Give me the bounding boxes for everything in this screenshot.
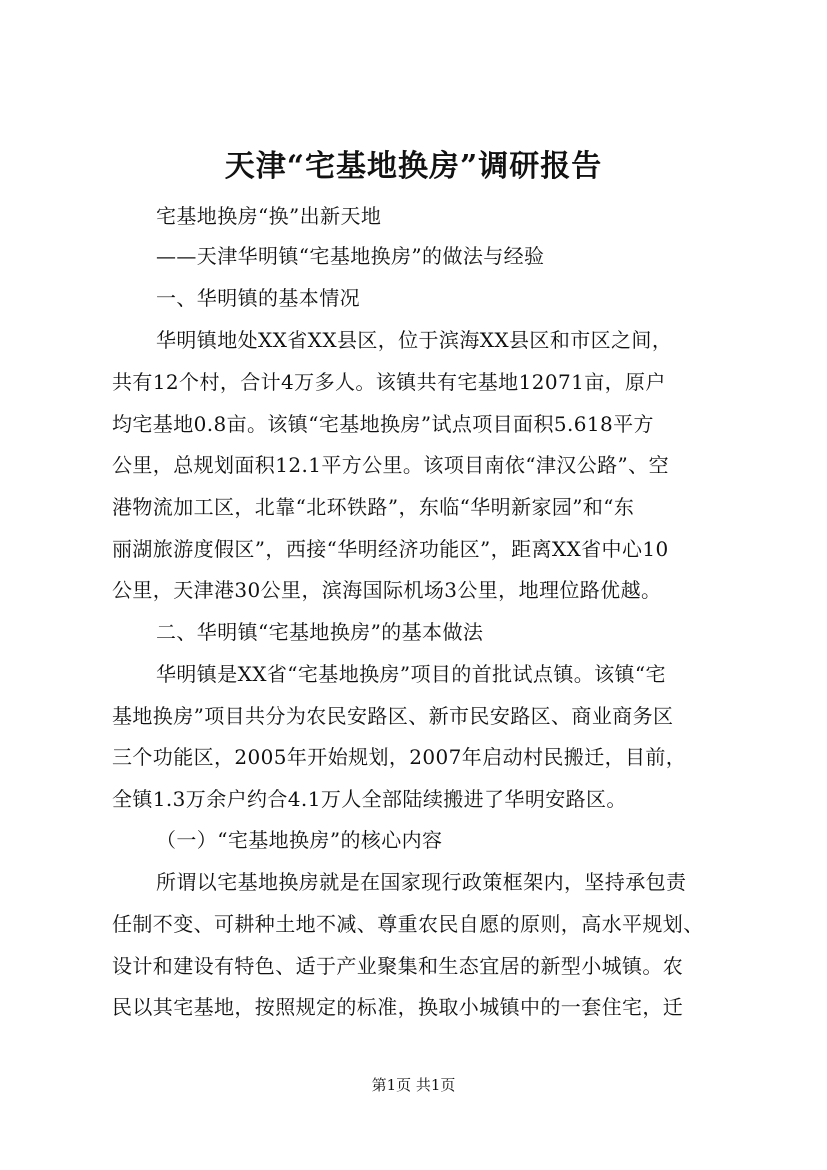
paragraph-line: 全镇1.3万余户约合4.1万人全部陆续搬进了华明安路区。 [112,787,627,811]
document-title: 天津“宅基地换房”调研报告 [224,149,603,184]
paragraph-line: 公里，总规划面积12.1平方公里。该项目南依“津汉公路”、空 [112,453,669,477]
paragraph-line: 设计和建设有特色、适于产业聚集和生态宜居的新型小城镇。农 [112,954,684,978]
paragraph-line: 三个功能区，2005年开始规划，2007年启动村民搬迁，目前， [112,745,687,769]
section-heading-1: 一、华明镇的基本情况 [156,286,360,310]
paragraph-line: 华明镇地处XX省XX县区，位于滨海XX县区和市区之间， [156,328,673,352]
paragraph-line: 丽湖旅游度假区”，西接“华明经济功能区”，距离XX省中心10 [112,537,669,561]
page-number: 第1页 共1页 [371,1076,456,1094]
subsection-heading-1: （一）“宅基地换房”的核心内容 [156,828,443,852]
subtitle-dash-line: ——天津华明镇“宅基地换房”的做法与经验 [156,244,545,268]
paragraph-line: 均宅基地0.8亩。该镇“宅基地换房”试点项目面积5.618平方 [112,412,654,436]
paragraph-line: 港物流加工区，北靠“北环铁路”，东临“华明新家园”和“东 [112,495,635,519]
section-heading-2: 二、华明镇“宅基地换房”的基本做法 [156,620,484,644]
paragraph-line: 华明镇是XX省“宅基地换房”项目的首批试点镇。该镇“宅 [156,662,666,686]
paragraph-line: 基地换房”项目共分为农民安路区、新市民安路区、商业商务区 [112,704,674,728]
paragraph-line: 公里，天津港30公里，滨海国际机场3公里，地理位路优越。 [112,578,662,602]
paragraph-line: 民以其宅基地，按照规定的标准，换取小城镇中的一套住宅，迁 [112,995,684,1019]
paragraph-line: 共有12个村，合计4万多人。该镇共有宅基地12071亩，原户 [112,370,666,394]
subtitle-line: 宅基地换房“换”出新天地 [156,204,382,228]
paragraph-line: 任制不变、可耕种土地不减、尊重农民自愿的原则，高水平规划、 [112,912,704,936]
paragraph-line: 所谓以宅基地换房就是在国家现行政策框架内，坚持承包责 [156,870,687,894]
